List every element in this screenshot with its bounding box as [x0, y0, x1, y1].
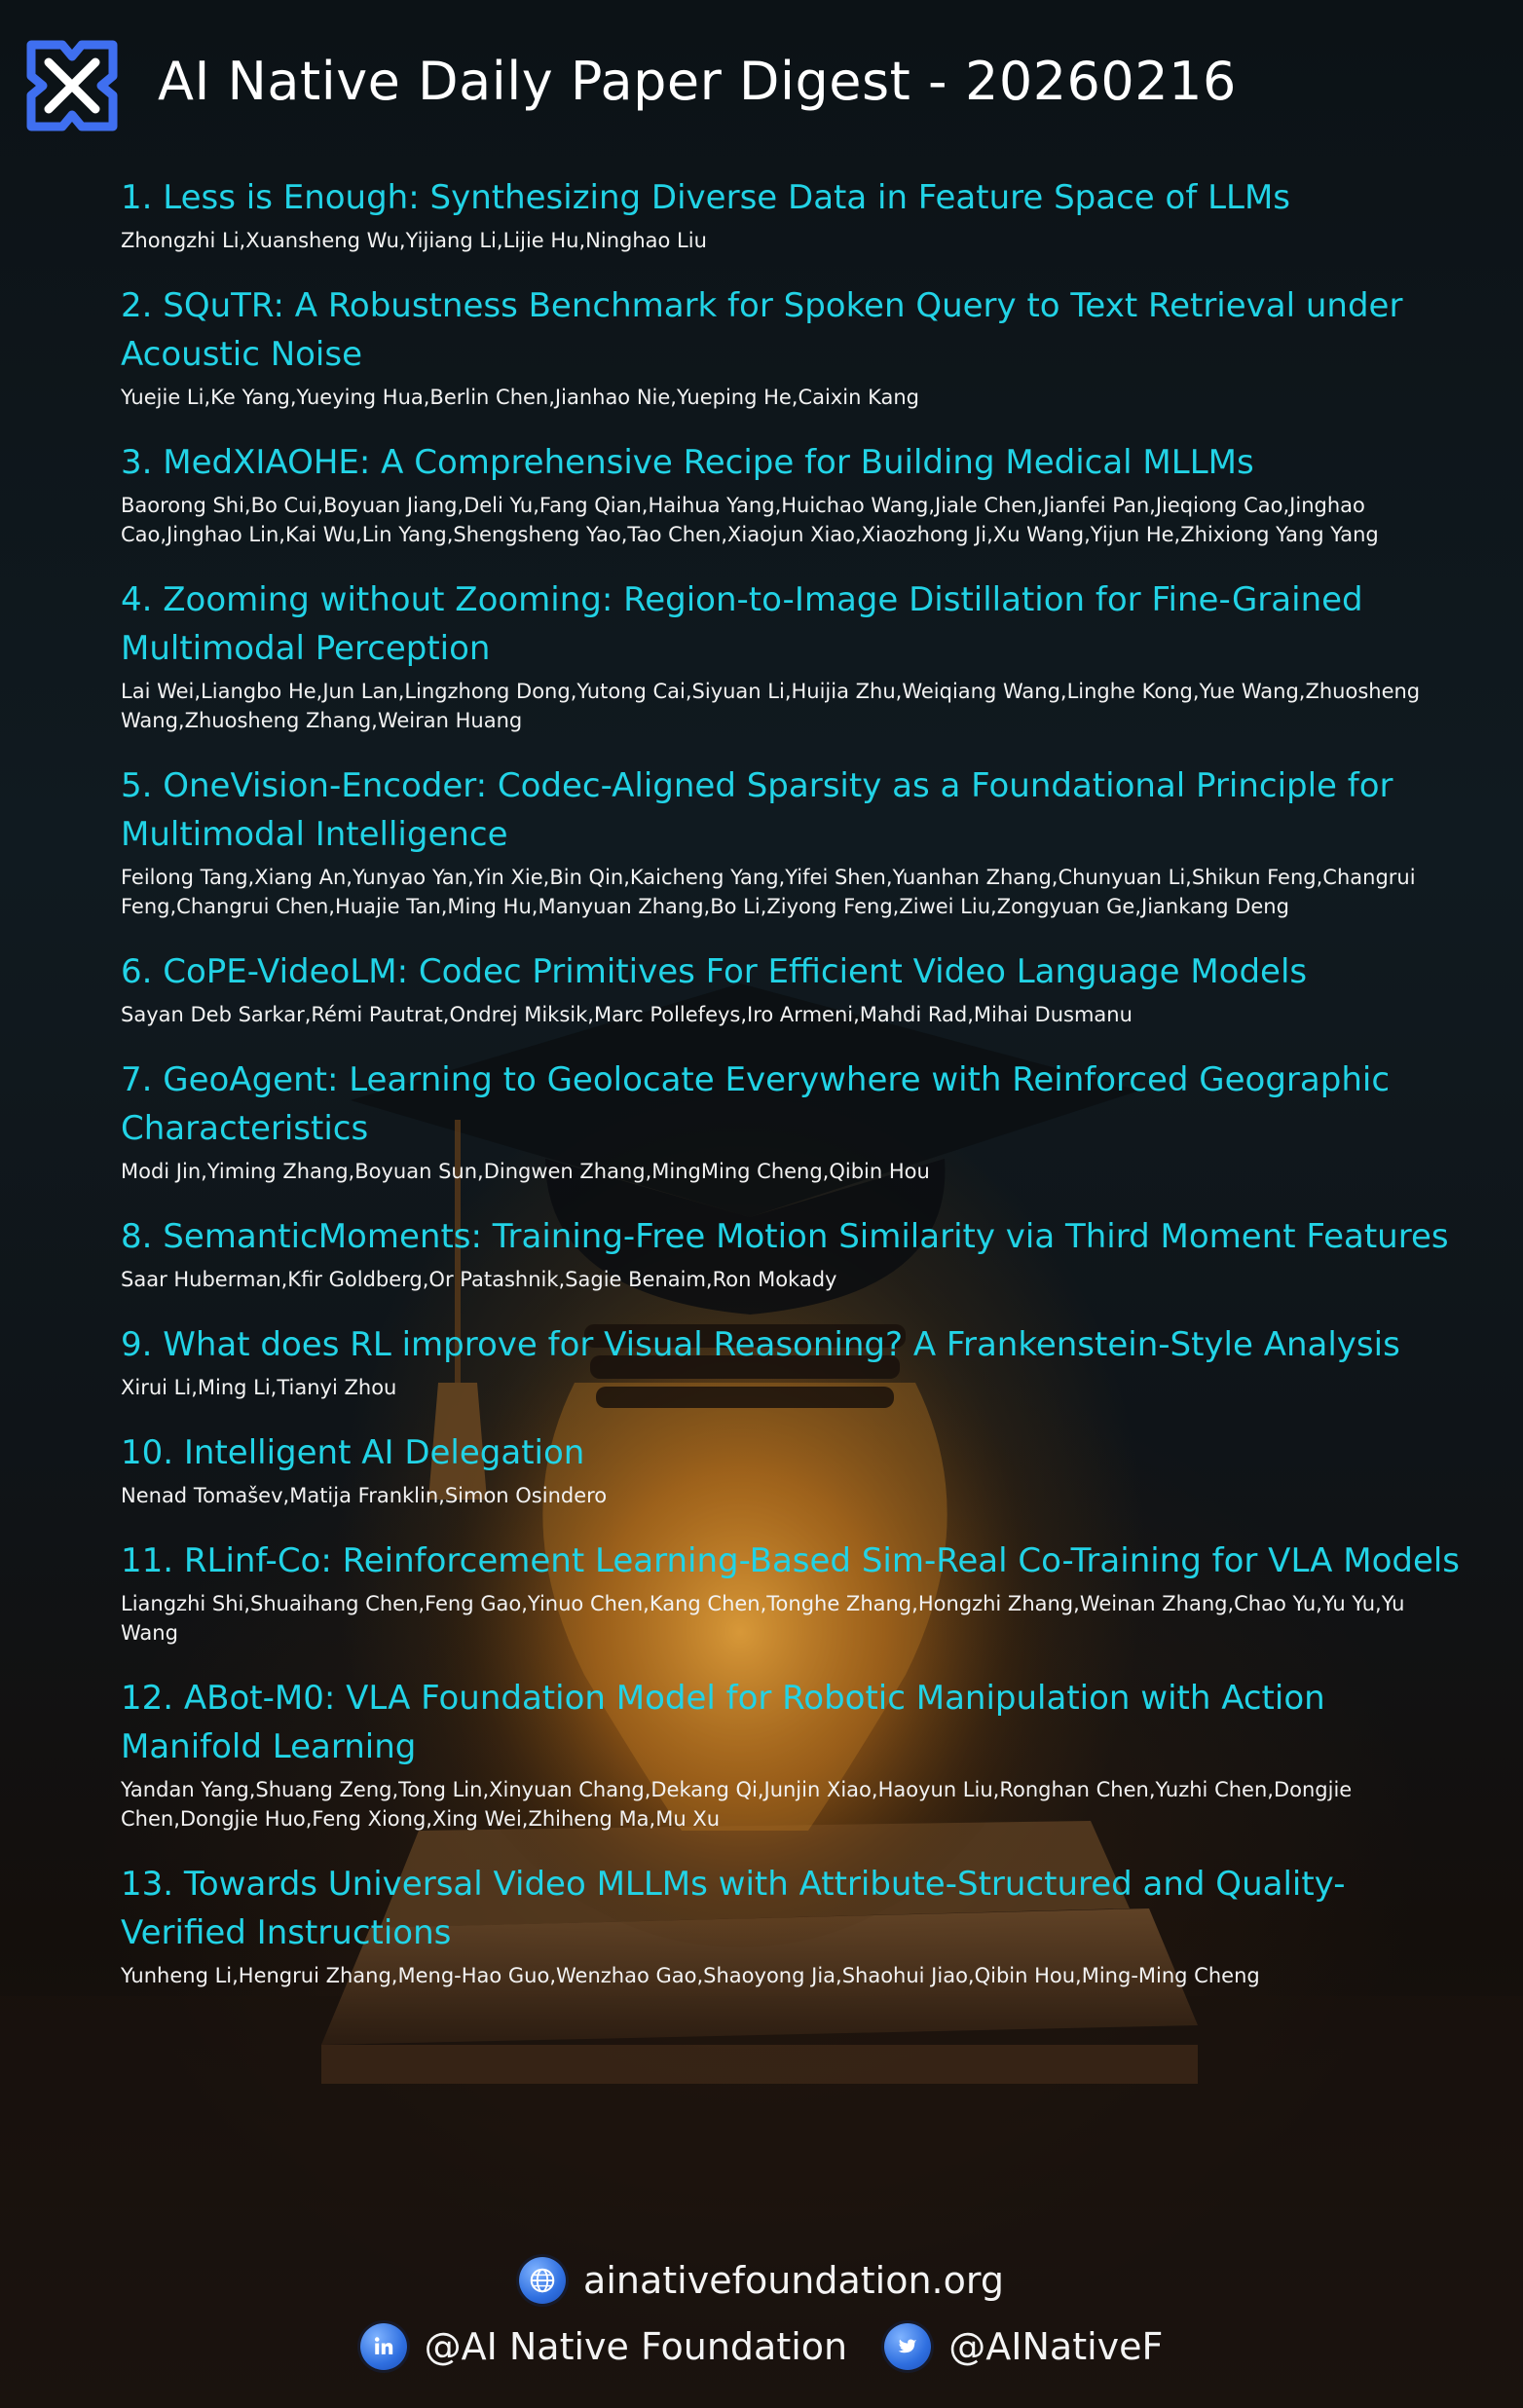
paper-authors: Xirui Li,Ming Li,Tianyi Zhou [121, 1376, 397, 1399]
page-title-text: AI Native Daily Paper Digest - [158, 51, 947, 112]
paper-item [121, 1537, 1465, 1648]
paper-item [121, 281, 1465, 412]
paper-authors: Feilong Tang,Xiang An,Yunyao Yan,Yin Xie,Bin Qin,Kaicheng Yang,Yifei Shen,Yuanhan Zhang,Chunyuan Li,Shikun Feng,Changrui Feng,Changrui Chen,Huajie Tan,Ming Hu,Manyuan Zhang,Bo Li,Ziyong Feng,Ziwei Liu,Zongyuan Ge,Jiankang Deng [121, 866, 1416, 918]
paper-item [121, 1212, 1465, 1294]
paper-title-link[interactable]: 13. Towards Universal Video MLLMs with Attribute-Structured and Quality-Verified Instructions [121, 1865, 1346, 1952]
paper-item [121, 438, 1465, 549]
digest-date: 20260216 [964, 51, 1237, 112]
paper-title-link[interactable]: 11. RLinf-Co: Reinforcement Learning-Based Sim-Real Co-Training for VLA Models [121, 1541, 1461, 1580]
paper-item [121, 575, 1465, 735]
footer-social-row [0, 2323, 1523, 2382]
paper-authors: Yunheng Li,Hengrui Zhang,Meng-Hao Guo,Wenzhao Gao,Shaoyong Jia,Shaohui Jiao,Qibin Hou,Ming-Ming Cheng [121, 1964, 1260, 1987]
paper-authors: Modi Jin,Yiming Zhang,Boyuan Sun,Dingwen Zhang,MingMing Cheng,Qibin Hou [121, 1160, 930, 1183]
paper-item [121, 1428, 1465, 1510]
linkedin-text: @AI Native Foundation [424, 2325, 848, 2368]
paper-authors: Saar Huberman,Kfir Goldberg,Or Patashnik,Sagie Benaim,Ron Mokady [121, 1268, 837, 1291]
paper-authors: Yuejie Li,Ke Yang,Yueying Hua,Berlin Chen,Jianhao Nie,Yueping He,Caixin Kang [121, 386, 920, 409]
website-text: ainativefoundation.org [583, 2259, 1004, 2302]
paper-item [121, 761, 1465, 921]
paper-title-link[interactable]: 7. GeoAgent: Learning to Geolocate Everywhere with Reinforced Geographic Characteristics [121, 1060, 1391, 1148]
paper-item [121, 1860, 1465, 1990]
ai-native-foundation-logo-icon [23, 37, 121, 134]
paper-authors: Nenad Tomašev,Matija Franklin,Simon Osindero [121, 1484, 608, 1507]
twitter-bird-icon [884, 2323, 931, 2370]
paper-item [121, 1056, 1465, 1186]
paper-list [121, 173, 1465, 2017]
twitter-link[interactable] [884, 2323, 1163, 2370]
paper-title-link[interactable]: 1. Less is Enough: Synthesizing Diverse Data in Feature Space of LLMs [121, 178, 1291, 217]
globe-icon [519, 2257, 566, 2304]
footer-website-row [0, 2257, 1523, 2315]
website-link[interactable] [519, 2257, 1004, 2304]
paper-item [121, 1674, 1465, 1834]
paper-item [121, 173, 1465, 255]
paper-title-link[interactable]: 3. MedXIAOHE: A Comprehensive Recipe for Building Medical MLLMs [121, 443, 1254, 482]
paper-item [121, 1320, 1465, 1402]
paper-title-link[interactable]: 12. ABot-M0: VLA Foundation Model for Robotic Manipulation with Action Manifold Learning [121, 1679, 1325, 1766]
paper-authors: Liangzhi Shi,Shuaihang Chen,Feng Gao,Yinuo Chen,Kang Chen,Tonghe Zhang,Hongzhi Zhang,Weinan Zhang,Chao Yu,Yu Yu,Yu Wang [121, 1592, 1405, 1645]
twitter-text: @AINativeF [948, 2325, 1164, 2368]
paper-authors: Lai Wei,Liangbo He,Jun Lan,Lingzhong Dong,Yutong Cai,Siyuan Li,Huijia Zhu,Weiqiang Wang,Linghe Kong,Yue Wang,Zhuosheng Wang,Zhuosheng Zhang,Weiran Huang [121, 680, 1421, 732]
paper-title-link[interactable]: 8. SemanticMoments: Training-Free Motion Similarity via Third Moment Features [121, 1217, 1449, 1256]
paper-title-link[interactable]: 10. Intelligent AI Delegation [121, 1433, 585, 1472]
paper-authors: Yandan Yang,Shuang Zeng,Tong Lin,Xinyuan Chang,Dekang Qi,Junjin Xiao,Haoyun Liu,Ronghan Chen,Yuzhi Chen,Dongjie Chen,Dongjie Huo,Feng Xiong,Xing Wei,Zhiheng Ma,Mu Xu [121, 1778, 1353, 1831]
paper-authors: Sayan Deb Sarkar,Rémi Pautrat,Ondrej Miksik,Marc Pollefeys,Iro Armeni,Mahdi Rad,Mihai Dusmanu [121, 1003, 1133, 1026]
paper-item [121, 947, 1465, 1029]
paper-authors: Zhongzhi Li,Xuansheng Wu,Yijiang Li,Lijie Hu,Ninghao Liu [121, 229, 707, 252]
linkedin-icon [360, 2323, 407, 2370]
paper-authors: Baorong Shi,Bo Cui,Boyuan Jiang,Deli Yu,Fang Qian,Haihua Yang,Huichao Wang,Jiale Chen,Jianfei Pan,Jieqiong Cao,Jinghao Cao,Jinghao Lin,Kai Wu,Lin Yang,Shengsheng Yao,Tao Chen,Xiaojun Xiao,Xiaozhong Ji,Xu Wang,Yijun He,Zhixiong Yang Yang [121, 494, 1379, 546]
page-title [158, 51, 1237, 112]
linkedin-link[interactable] [360, 2323, 848, 2370]
paper-title-link[interactable]: 2. SQuTR: A Robustness Benchmark for Spoken Query to Text Retrieval under Acoustic Noise [121, 286, 1403, 374]
paper-title-link[interactable]: 5. OneVision-Encoder: Codec-Aligned Sparsity as a Foundational Principle for Multimodal Intelligence [121, 766, 1393, 854]
paper-title-link[interactable]: 9. What does RL improve for Visual Reasoning? A Frankenstein-Style Analysis [121, 1325, 1400, 1364]
paper-title-link[interactable]: 4. Zooming without Zooming: Region-to-Image Distillation for Fine-Grained Multimodal Perception [121, 580, 1363, 668]
paper-title-link[interactable]: 6. CoPE-VideoLM: Codec Primitives For Efficient Video Language Models [121, 952, 1308, 991]
